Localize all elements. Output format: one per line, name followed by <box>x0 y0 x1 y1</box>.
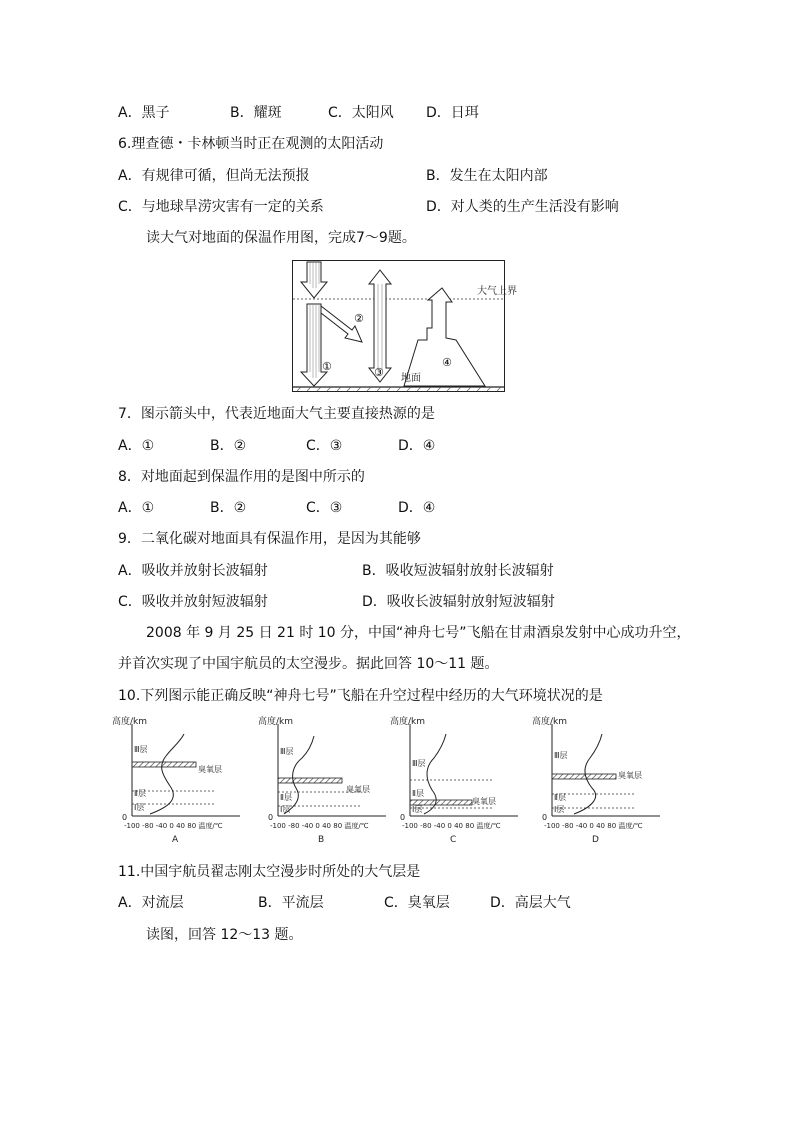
y-axis-label: 高度/km <box>532 717 568 727</box>
intro-7-9: 读大气对地面的保温作用图，完成7～9题。 <box>146 230 416 246</box>
layer-2-label: Ⅱ层 <box>554 793 566 802</box>
q11-option-a: A．对流层 <box>118 895 184 911</box>
q11-stem: 11.中国宇航员翟志刚太空漫步时所处的大气层是 <box>118 864 421 880</box>
arrow-4-label: ④ <box>442 356 452 369</box>
layer-1-label: Ⅰ层 <box>412 805 423 814</box>
layer-3-label: Ⅲ层 <box>134 745 148 754</box>
q7-option-a: A．① <box>118 438 155 454</box>
profile-panel-b <box>258 715 386 845</box>
q11-option-b: B．平流层 <box>258 895 324 911</box>
ozone-label: 臭氧层 <box>346 785 370 794</box>
profile-panel-d <box>532 715 660 845</box>
panel-letter: A <box>172 835 179 845</box>
origin-label: 0 <box>122 813 128 822</box>
q8-option-d: D．④ <box>398 500 436 516</box>
q5-option-c: C．太阳风 <box>328 105 394 121</box>
atmosphere-profiles-figure <box>110 716 670 850</box>
x-tick-labels: -100 -80 -40 0 40 80 温度/℃ <box>124 822 223 830</box>
layer-2-label: Ⅱ层 <box>280 793 292 802</box>
x-tick-labels: -100 -80 -40 0 40 80 温度/℃ <box>402 822 501 830</box>
ozone-label: 臭氧层 <box>472 797 496 806</box>
q8-option-c: C．③ <box>306 500 343 516</box>
panel-letter: B <box>318 835 325 845</box>
passage-line-2: 并首次实现了中国宇航员的太空漫步。据此回答 10～11 题。 <box>118 656 499 672</box>
q7-option-b: B．② <box>210 438 247 454</box>
q9-option-a: A．吸收并放射长波辐射 <box>118 563 268 579</box>
arrow-1-label: ① <box>322 360 332 373</box>
q7-option-c: C．③ <box>306 438 343 454</box>
origin-label: 0 <box>400 813 406 822</box>
atmosphere-top-label: 大气上界 <box>477 286 517 297</box>
q7-option-d: D．④ <box>398 438 436 454</box>
q7-stem: 7．图示箭头中，代表近地面大气主要直接热源的是 <box>118 406 435 422</box>
passage-line-1: 2008 年 9 月 25 日 21 时 10 分，中国“神舟七号”飞船在甘肃酒泉发射中心成功升空， <box>146 625 691 641</box>
x-tick-labels: -100 -80 -40 0 40 80 温度/℃ <box>270 822 369 830</box>
layer-3-label: Ⅲ层 <box>412 759 426 768</box>
intro-12-13: 读图，回答 12～13 题。 <box>146 927 303 943</box>
panel-letter: D <box>592 835 599 845</box>
y-axis-label: 高度/km <box>390 717 426 727</box>
x-tick-labels: -100 -80 -40 0 40 80 温度/℃ <box>544 822 643 830</box>
q8-option-b: B．② <box>210 500 247 516</box>
profile-panel-a <box>112 715 240 845</box>
panel-letter: C <box>450 835 457 845</box>
origin-label: 0 <box>268 813 274 822</box>
q5-option-b: B．耀斑 <box>230 105 282 121</box>
q9-option-c: C．吸收并放射短波辐射 <box>118 594 268 610</box>
layer-2-label: Ⅱ层 <box>412 789 424 798</box>
ozone-label: 臭氧层 <box>618 771 642 780</box>
q9-option-b: B．吸收短波辐射放射长波辐射 <box>362 563 554 579</box>
ozone-label: 臭氧层 <box>198 765 222 774</box>
q9-option-d: D．吸收长波辐射放射短波辐射 <box>362 594 555 610</box>
q6-option-a: A．有规律可循，但尚无法预报 <box>118 168 310 184</box>
layer-3-label: Ⅲ层 <box>554 751 568 760</box>
q8-option-a: A．① <box>118 500 155 516</box>
q6-option-b: B．发生在太阳内部 <box>426 168 548 184</box>
q9-stem: 9．二氧化碳对地面具有保温作用，是因为其能够 <box>118 531 421 547</box>
q11-option-d: D．高层大气 <box>490 895 571 911</box>
ozone-band <box>278 778 342 783</box>
q5-option-a: A．黑子 <box>118 105 170 121</box>
arrow-2-label: ② <box>354 312 364 325</box>
q6-stem: 6.理查德・卡林顿当时正在观测的太阳活动 <box>118 136 384 152</box>
layer-3-label: Ⅲ层 <box>280 747 294 756</box>
atmosphere-insulation-figure <box>292 260 517 392</box>
ground-label: 地面 <box>401 373 421 384</box>
layer-1-label: Ⅰ层 <box>134 803 145 812</box>
ozone-band <box>552 774 616 779</box>
q8-stem: 8．对地面起到保温作用的是图中所示的 <box>118 469 365 485</box>
layer-1-label: Ⅰ层 <box>280 805 291 814</box>
q11-option-c: C．臭氧层 <box>384 895 450 911</box>
y-axis-label: 高度/km <box>258 717 294 727</box>
layer-2-label: Ⅱ层 <box>134 789 146 798</box>
q5-option-d: D．日珥 <box>426 105 479 121</box>
origin-label: 0 <box>542 813 548 822</box>
q6-option-c: C．与地球旱涝灾害有一定的关系 <box>118 199 324 215</box>
q10-stem: 10.下列图示能正确反映“神舟七号”飞船在升空过程中经历的大气环境状况的是 <box>118 688 603 704</box>
arrow-3-label: ③ <box>374 366 384 379</box>
profile-panel-c <box>390 715 518 845</box>
q6-option-d: D．对人类的生产生活没有影响 <box>426 199 619 215</box>
layer-1-label: Ⅰ层 <box>554 805 565 814</box>
temperature-curve <box>150 734 184 814</box>
y-axis-label: 高度/km <box>112 717 148 727</box>
ozone-band <box>132 762 196 767</box>
